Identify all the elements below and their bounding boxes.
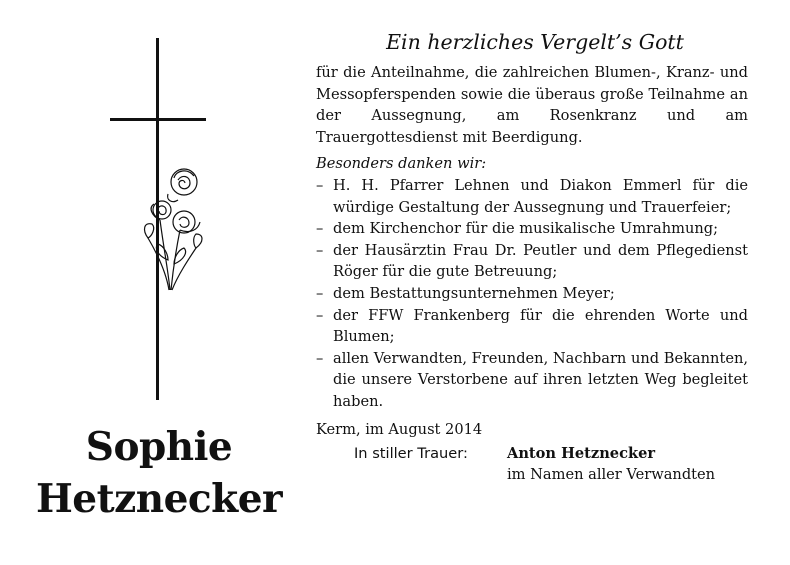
deceased-first-name: Sophie [85, 424, 233, 470]
cross-icon-bar [110, 118, 206, 121]
rose-bouquet-icon [138, 160, 208, 295]
place-date: Kerm, im August 2014 [316, 420, 483, 438]
list-item: – H. H. Pfarrer Lehnen und Diakon Emmerl für die würdige Gestaltung der Aussegnung und Trauerfeier; [316, 175, 748, 218]
list-item: – dem Bestattungsunternehmen Meyer; [316, 283, 748, 305]
list-item: – dem Kirchenchor für die musikalische Umrahmung; [316, 218, 748, 240]
thanks-list [316, 175, 748, 413]
list-item: – allen Verwandten, Freunden, Nachbarn und Bekannten, die unsere Verstorbene auf ihren letzten Weg begleitet haben. [316, 348, 748, 413]
notice-heading: Ein herzliches Vergelt’s Gott [386, 30, 684, 54]
notice-body [316, 30, 748, 491]
list-item: – der Hausärztin Frau Dr. Peutler und dem Pflegedienst Röger für die gute Betreuung; [316, 240, 748, 283]
signature-note: im Namen aller Verwandten [507, 466, 716, 484]
deceased-last-name: Hetznecker [35, 476, 283, 522]
signature-block [316, 443, 748, 491]
memorial-emblem [0, 0, 300, 565]
list-item: – der FFW Frankenberg für die ehrenden Worte und Blumen; [316, 305, 748, 348]
signature-name: Anton Hetznecker [507, 445, 656, 463]
signature-label: In stiller Trauer: [354, 445, 468, 463]
thanks-heading: Besonders danken wir: [316, 155, 487, 173]
intro-paragraph: für die Anteilnahme, die zahlreichen Blumen-, Kranz- und Messopferspenden sowie die überaus große Teilnahme an der Aussegnung, am Rosenkranz und am Trauergottesdienst mit Beerdigung. [316, 64, 748, 146]
